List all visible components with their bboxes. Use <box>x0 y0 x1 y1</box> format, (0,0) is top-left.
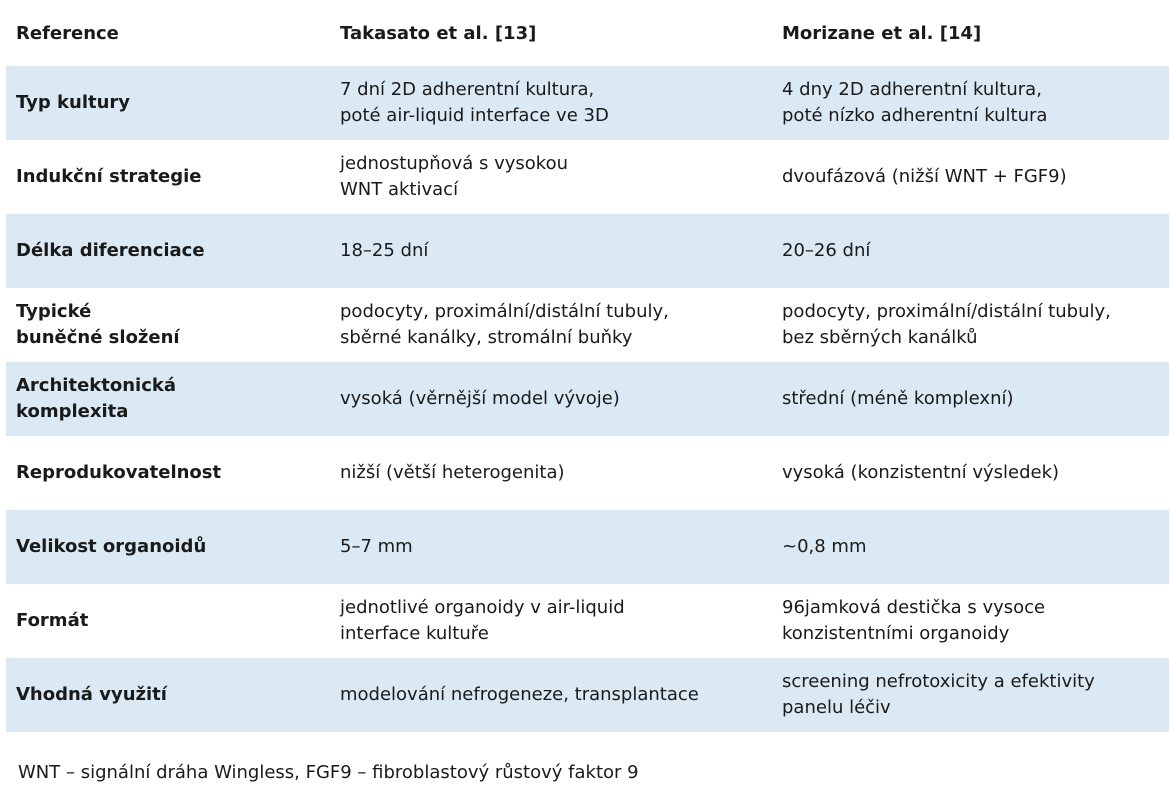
cell-takasato: vysoká (věrnější model vývoje) <box>340 388 620 409</box>
cell-takasato: podocyty, proximální/distální tubuly, sběrné kanálky, stromální buňky <box>340 301 669 348</box>
cell-morizane: 20–26 dní <box>782 240 871 261</box>
header-reference: Reference <box>16 22 119 44</box>
header-takasato: Takasato et al. [13] <box>340 22 537 44</box>
cell-morizane: 96jamková destička s vysoce konzistentními organoidy <box>782 597 1046 644</box>
row-label: Formát <box>16 610 89 631</box>
row-label: Velikost organoidů <box>16 536 207 557</box>
cell-morizane: podocyty, proximální/distální tubuly, bez sběrných kanálků <box>782 301 1111 348</box>
cell-morizane: dvoufázová (nižší WNT + FGF9) <box>782 166 1067 187</box>
cell-takasato: jednotlivé organoidy v air-liquid interface kultuře <box>340 597 625 644</box>
table-header-row <box>6 0 1169 66</box>
cell-morizane: 4 dny 2D adherentní kultura, poté nízko adherentní kultura <box>782 79 1048 126</box>
header-morizane: Morizane et al. [14] <box>782 22 982 44</box>
cell-morizane: screening nefrotoxicity a efektivity panelu léčiv <box>782 671 1095 718</box>
table-row <box>6 510 1169 584</box>
cell-takasato: jednostupňová s vysokou WNT aktivací <box>340 153 569 200</box>
table-footnote: WNT – signální dráha Wingless, FGF9 – fibroblastový růstový faktor 9 <box>18 762 639 783</box>
cell-morizane: střední (méně komplexní) <box>782 388 1014 409</box>
cell-takasato: nižší (větší heterogenita) <box>340 462 565 483</box>
table-row <box>6 362 1169 436</box>
cell-takasato: 5–7 mm <box>340 536 413 557</box>
table-row <box>6 140 1169 214</box>
row-label: Typické buněčné složení <box>16 301 180 348</box>
table-row <box>6 214 1169 288</box>
cell-morizane: ~0,8 mm <box>782 536 867 557</box>
table-row <box>6 584 1169 658</box>
row-label: Indukční strategie <box>16 166 202 187</box>
table-row <box>6 66 1169 140</box>
row-label: Délka diferenciace <box>16 240 205 261</box>
table-row <box>6 436 1169 510</box>
row-label: Architektonická komplexita <box>16 375 176 422</box>
row-label: Vhodná využití <box>16 684 167 705</box>
cell-takasato: 7 dní 2D adherentní kultura, poté air-liquid interface ve 3D <box>340 79 609 126</box>
row-label: Typ kultury <box>16 92 131 113</box>
cell-takasato: modelování nefrogeneze, transplantace <box>340 684 699 705</box>
table-row <box>6 658 1169 732</box>
cell-morizane: vysoká (konzistentní výsledek) <box>782 462 1060 483</box>
comparison-table <box>6 0 1169 732</box>
row-label: Reprodukovatelnost <box>16 462 222 483</box>
cell-takasato: 18–25 dní <box>340 240 429 261</box>
table-row <box>6 288 1169 362</box>
